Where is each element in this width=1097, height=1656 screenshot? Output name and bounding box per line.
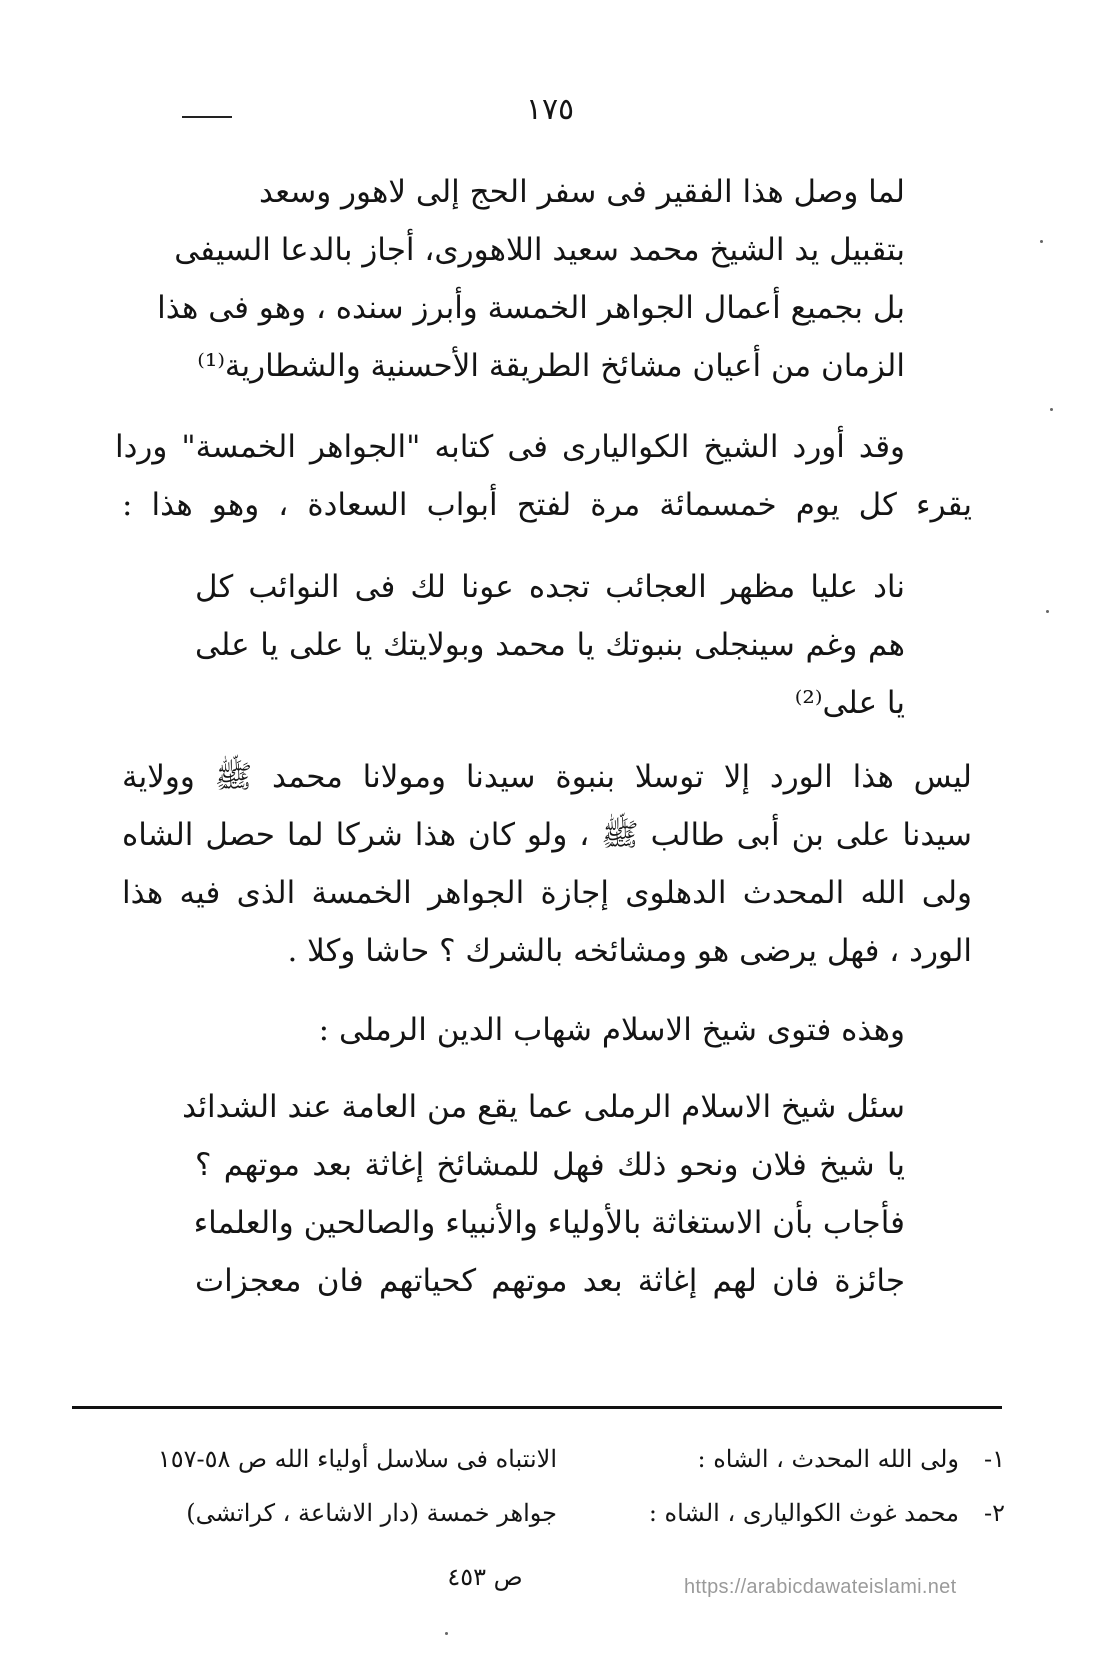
text-line: سيدنا على بن أبى طالب ﷺ ، ولو كان هذا شركا لما حصل الشاه	[122, 817, 972, 853]
footnote-2	[0, 1496, 1097, 1534]
text-line: بل بجميع أعمال الجواهر الخمسة وأبرز سنده ، وهو فى هذا	[157, 290, 905, 326]
text-line: يا على⁽²⁾	[794, 685, 905, 721]
footnote-separator	[72, 1406, 1002, 1409]
watermark-url: https://arabicdawateislami.net	[684, 1576, 957, 1598]
scan-speck	[1050, 408, 1053, 411]
text-line: الورد ، فهل يرضى هو ومشائخه بالشرك ؟ حاشا وكلا .	[287, 933, 972, 969]
footnote-number: ١-	[984, 1445, 1005, 1473]
scan-speck	[1040, 240, 1043, 243]
scan-speck	[1046, 610, 1049, 613]
text-line: جائزة فان لهم إغاثة بعد موتهم كحياتهم فان معجزات	[195, 1263, 905, 1299]
footnote-author: محمد غوث الكواليارى ، الشاه :	[648, 1499, 959, 1527]
footnote-work: جواهر خمسة (دار الاشاعة ، كراتشى)	[186, 1499, 557, 1527]
text-line: يقرء كل يوم خمسمائة مرة لفتح أبواب السعادة ، وهو هذا :	[122, 487, 972, 523]
page-number: ١٧٥	[525, 92, 575, 127]
header-dash	[182, 116, 232, 118]
footnote-author: ولى الله المحدث ، الشاه :	[697, 1445, 959, 1473]
text-line: وهذه فتوى شيخ الاسلام شهاب الدين الرملى :	[318, 1012, 905, 1048]
footnote-work: الانتباه فى سلاسل أولياء الله ص ٥٨-١٥٧	[157, 1445, 557, 1473]
scan-speck	[445, 1632, 448, 1635]
text-line: لما وصل هذا الفقير فى سفر الحج إلى لاهور وسعد	[259, 174, 905, 210]
text-line: بتقبيل يد الشيخ محمد سعيد اللاهورى، أجاز بالدعا السيفى	[174, 232, 905, 268]
text-line: يا شيخ فلان ونحو ذلك فهل للمشائخ إغاثة بعد موتهم ؟	[195, 1147, 905, 1183]
footnote-1	[0, 1442, 1097, 1480]
text-line: وقد أورد الشيخ الكواليارى فى كتابه "الجواهر الخمسة" وردا	[115, 429, 905, 465]
footer-page-reference: ص ٤٥٣	[447, 1563, 523, 1591]
footnote-number: ٢-	[984, 1499, 1005, 1527]
text-line: فأجاب بأن الاستغاثة بالأولياء والأنبياء والصالحين والعلماء	[193, 1205, 905, 1241]
text-line: ولى الله المحدث الدهلوى إجازة الجواهر الخمسة الذى فيه هذا	[122, 875, 972, 911]
text-line: ناد عليا مظهر العجائب تجده عونا لك فى النوائب كل	[195, 569, 905, 605]
text-line: هم وغم سينجلى بنبوتك يا محمد وبولايتك يا على يا على	[195, 627, 905, 663]
text-line: سئل شيخ الاسلام الرملى عما يقع من العامة عند الشدائد	[182, 1089, 905, 1125]
text-line: ليس هذا الورد إلا توسلا بنبوة سيدنا ومولانا محمد ﷺ وولاية	[122, 759, 972, 795]
text-line: الزمان من أعيان مشائخ الطريقة الأحسنية والشطارية⁽¹⁾	[197, 348, 905, 384]
